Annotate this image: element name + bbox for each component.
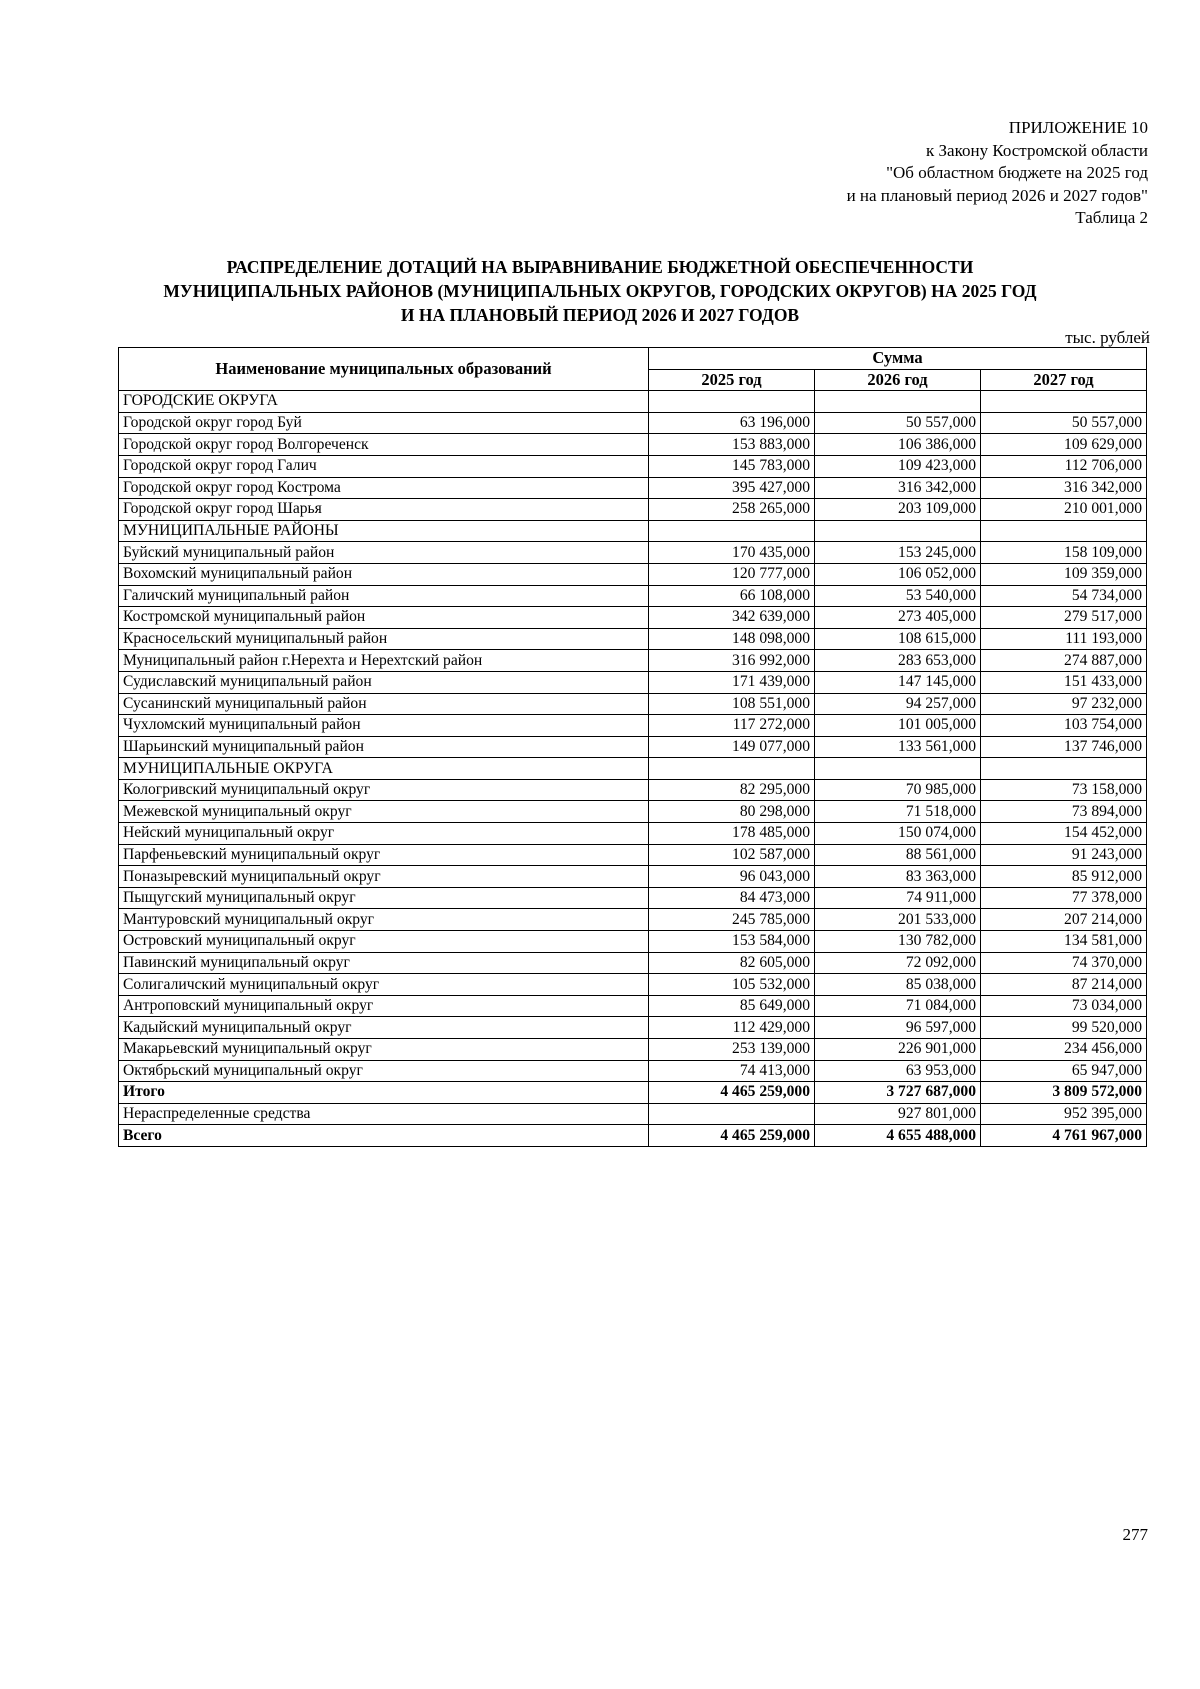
value-2027: 137 746,000 — [981, 736, 1147, 758]
value-2027: 210 001,000 — [981, 499, 1147, 521]
table-row — [119, 1060, 1147, 1082]
table-row — [119, 952, 1147, 974]
value-2025: 108 551,000 — [649, 693, 815, 715]
value-2025: 148 098,000 — [649, 628, 815, 650]
value-2026 — [815, 391, 981, 413]
value-2027: 158 109,000 — [981, 542, 1147, 564]
value-2026: 3 727 687,000 — [815, 1082, 981, 1104]
value-2027 — [981, 758, 1147, 780]
value-2027: 50 557,000 — [981, 412, 1147, 434]
row-name: Макарьевский муниципальный округ — [119, 1039, 649, 1061]
value-2026 — [815, 520, 981, 542]
row-name: Солигаличский муниципальный округ — [119, 974, 649, 996]
value-2027: 65 947,000 — [981, 1060, 1147, 1082]
value-2026: 53 540,000 — [815, 585, 981, 607]
table-row — [119, 866, 1147, 888]
value-2025: 80 298,000 — [649, 801, 815, 823]
value-2026: 71 084,000 — [815, 995, 981, 1017]
table-row — [119, 715, 1147, 737]
value-2025: 245 785,000 — [649, 909, 815, 931]
value-2027: 97 232,000 — [981, 693, 1147, 715]
row-name: Вохомский муниципальный район — [119, 563, 649, 585]
column-header-name: Наименование муниципальных образований — [119, 348, 649, 391]
value-2025: 153 584,000 — [649, 931, 815, 953]
value-2025: 102 587,000 — [649, 844, 815, 866]
title-line-2: МУНИЦИПАЛЬНЫХ РАЙОНОВ (МУНИЦИПАЛЬНЫХ ОКРУГОВ, ГОРОДСКИХ ОКРУГОВ) НА 2025 ГОД — [163, 281, 1037, 301]
value-2025: 120 777,000 — [649, 563, 815, 585]
table-row — [119, 412, 1147, 434]
value-2027: 87 214,000 — [981, 974, 1147, 996]
value-2027: 112 706,000 — [981, 455, 1147, 477]
value-2025: 153 883,000 — [649, 434, 815, 456]
value-2027: 154 452,000 — [981, 823, 1147, 845]
value-2025: 178 485,000 — [649, 823, 815, 845]
value-2025: 112 429,000 — [649, 1017, 815, 1039]
row-name: Пыщугский муниципальный округ — [119, 887, 649, 909]
row-name: Антроповский муниципальный округ — [119, 995, 649, 1017]
value-2026: 4 655 488,000 — [815, 1125, 981, 1147]
value-2025: 85 649,000 — [649, 995, 815, 1017]
value-2025: 74 413,000 — [649, 1060, 815, 1082]
table-row — [119, 823, 1147, 845]
value-2027: 109 359,000 — [981, 563, 1147, 585]
units-label: тыс. рублей — [1065, 328, 1150, 347]
table-row — [119, 974, 1147, 996]
table-body — [119, 391, 1147, 1147]
value-2025: 4 465 259,000 — [649, 1125, 815, 1147]
row-name: Нераспределенные средства — [119, 1103, 649, 1125]
row-name: Парфеньевский муниципальный округ — [119, 844, 649, 866]
table-row — [119, 887, 1147, 909]
table-row — [119, 758, 1147, 780]
row-name: МУНИЦИПАЛЬНЫЕ ОКРУГА — [119, 758, 649, 780]
row-name: Шарьинский муниципальный район — [119, 736, 649, 758]
value-2027: 73 034,000 — [981, 995, 1147, 1017]
value-2026: 108 615,000 — [815, 628, 981, 650]
value-2026: 101 005,000 — [815, 715, 981, 737]
value-2026: 96 597,000 — [815, 1017, 981, 1039]
value-2026: 50 557,000 — [815, 412, 981, 434]
table-row — [119, 1039, 1147, 1061]
value-2027: 274 887,000 — [981, 650, 1147, 672]
value-2025: 395 427,000 — [649, 477, 815, 499]
law-reference-line-3: и на плановый период 2026 и 2027 годов" — [846, 185, 1148, 205]
table-row — [119, 391, 1147, 413]
value-2027: 73 894,000 — [981, 801, 1147, 823]
row-name: Мантуровский муниципальный округ — [119, 909, 649, 931]
value-2025: 342 639,000 — [649, 607, 815, 629]
table-row — [119, 607, 1147, 629]
value-2026: 85 038,000 — [815, 974, 981, 996]
row-name: Нейский муниципальный округ — [119, 823, 649, 845]
value-2025: 316 992,000 — [649, 650, 815, 672]
row-name: Кадыйский муниципальный округ — [119, 1017, 649, 1039]
table-row — [119, 520, 1147, 542]
table-row — [119, 1082, 1147, 1104]
row-name: Буйский муниципальный район — [119, 542, 649, 564]
value-2026 — [815, 758, 981, 780]
value-2027: 134 581,000 — [981, 931, 1147, 953]
value-2026: 70 985,000 — [815, 779, 981, 801]
table-row — [119, 563, 1147, 585]
row-name: Красносельский муниципальный район — [119, 628, 649, 650]
value-2027 — [981, 391, 1147, 413]
value-2027: 103 754,000 — [981, 715, 1147, 737]
value-2025: 84 473,000 — [649, 887, 815, 909]
table-row — [119, 801, 1147, 823]
value-2025: 105 532,000 — [649, 974, 815, 996]
table-row — [119, 477, 1147, 499]
document-title — [100, 255, 1100, 327]
value-2027: 54 734,000 — [981, 585, 1147, 607]
table-row — [119, 693, 1147, 715]
row-name: Всего — [119, 1125, 649, 1147]
value-2026: 133 561,000 — [815, 736, 981, 758]
table-row — [119, 1103, 1147, 1125]
row-name: Костромской муниципальный район — [119, 607, 649, 629]
appendix-header — [847, 117, 1148, 230]
value-2027: 73 158,000 — [981, 779, 1147, 801]
row-name: Городской округ город Шарья — [119, 499, 649, 521]
value-2027: 279 517,000 — [981, 607, 1147, 629]
value-2025: 4 465 259,000 — [649, 1082, 815, 1104]
value-2025: 149 077,000 — [649, 736, 815, 758]
table-row — [119, 650, 1147, 672]
value-2027: 74 370,000 — [981, 952, 1147, 974]
value-2025: 66 108,000 — [649, 585, 815, 607]
table-row — [119, 434, 1147, 456]
value-2027: 151 433,000 — [981, 671, 1147, 693]
value-2025: 171 439,000 — [649, 671, 815, 693]
title-line-1: РАСПРЕДЕЛЕНИЕ ДОТАЦИЙ НА ВЫРАВНИВАНИЕ БЮДЖЕТНОЙ ОБЕСПЕЧЕННОСТИ — [226, 257, 974, 277]
row-name: Муниципальный район г.Нерехта и Нерехтский район — [119, 650, 649, 672]
row-name: Чухломский муниципальный район — [119, 715, 649, 737]
table-row — [119, 736, 1147, 758]
value-2026: 83 363,000 — [815, 866, 981, 888]
row-name: Межевской муниципальный округ — [119, 801, 649, 823]
row-name: Судиславский муниципальный район — [119, 671, 649, 693]
table-row — [119, 1125, 1147, 1147]
value-2027: 77 378,000 — [981, 887, 1147, 909]
value-2026: 927 801,000 — [815, 1103, 981, 1125]
value-2027: 952 395,000 — [981, 1103, 1147, 1125]
value-2027: 91 243,000 — [981, 844, 1147, 866]
row-name: ГОРОДСКИЕ ОКРУГА — [119, 391, 649, 413]
value-2027: 3 809 572,000 — [981, 1082, 1147, 1104]
row-name: Октябрьский муниципальный округ — [119, 1060, 649, 1082]
table-row — [119, 671, 1147, 693]
value-2025: 82 295,000 — [649, 779, 815, 801]
value-2025: 258 265,000 — [649, 499, 815, 521]
value-2027: 111 193,000 — [981, 628, 1147, 650]
table-row — [119, 844, 1147, 866]
table-row — [119, 585, 1147, 607]
value-2026: 147 145,000 — [815, 671, 981, 693]
row-name: Итого — [119, 1082, 649, 1104]
table-row — [119, 542, 1147, 564]
value-2027: 109 629,000 — [981, 434, 1147, 456]
table-row — [119, 909, 1147, 931]
row-name: Поназыревский муниципальный округ — [119, 866, 649, 888]
value-2025: 63 196,000 — [649, 412, 815, 434]
value-2026: 72 092,000 — [815, 952, 981, 974]
value-2026: 74 911,000 — [815, 887, 981, 909]
row-name: Павинский муниципальный округ — [119, 952, 649, 974]
value-2025: 145 783,000 — [649, 455, 815, 477]
value-2026: 88 561,000 — [815, 844, 981, 866]
value-2025: 253 139,000 — [649, 1039, 815, 1061]
table-row — [119, 1017, 1147, 1039]
value-2026: 130 782,000 — [815, 931, 981, 953]
value-2026: 226 901,000 — [815, 1039, 981, 1061]
row-name: Островский муниципальный округ — [119, 931, 649, 953]
value-2026: 106 386,000 — [815, 434, 981, 456]
column-header-2026: 2026 год — [815, 369, 981, 391]
value-2027: 316 342,000 — [981, 477, 1147, 499]
page-number: 277 — [1122, 1525, 1148, 1544]
value-2025: 82 605,000 — [649, 952, 815, 974]
table-label: Таблица 2 — [1075, 208, 1148, 228]
value-2027 — [981, 520, 1147, 542]
table-row — [119, 628, 1147, 650]
table-row — [119, 995, 1147, 1017]
table-row — [119, 499, 1147, 521]
row-name: Сусанинский муниципальный район — [119, 693, 649, 715]
row-name: Городской округ город Волгореченск — [119, 434, 649, 456]
appendix-number: ПРИЛОЖЕНИЕ 10 — [1008, 118, 1148, 137]
value-2025 — [649, 758, 815, 780]
value-2026: 153 245,000 — [815, 542, 981, 564]
title-line-3: И НА ПЛАНОВЫЙ ПЕРИОД 2026 И 2027 ГОДОВ — [400, 305, 800, 325]
column-header-sum: Сумма — [649, 348, 1147, 370]
value-2027: 207 214,000 — [981, 909, 1147, 931]
value-2027: 234 456,000 — [981, 1039, 1147, 1061]
value-2026: 150 074,000 — [815, 823, 981, 845]
row-name: Галичский муниципальный район — [119, 585, 649, 607]
value-2025: 96 043,000 — [649, 866, 815, 888]
value-2026: 203 109,000 — [815, 499, 981, 521]
row-name: Городской округ город Буй — [119, 412, 649, 434]
value-2025: 170 435,000 — [649, 542, 815, 564]
value-2026: 71 518,000 — [815, 801, 981, 823]
value-2027: 4 761 967,000 — [981, 1125, 1147, 1147]
row-name: Городской округ город Галич — [119, 455, 649, 477]
law-reference-line-1: к Закону Костромской области — [926, 140, 1148, 160]
value-2026: 109 423,000 — [815, 455, 981, 477]
law-reference-line-2: "Об областном бюджете на 2025 год — [886, 163, 1148, 183]
value-2026: 94 257,000 — [815, 693, 981, 715]
value-2026: 273 405,000 — [815, 607, 981, 629]
table-row — [119, 931, 1147, 953]
table-row — [119, 455, 1147, 477]
row-name: Кологривский муниципальный округ — [119, 779, 649, 801]
value-2025 — [649, 391, 815, 413]
column-header-2027: 2027 год — [981, 369, 1147, 391]
value-2026: 106 052,000 — [815, 563, 981, 585]
value-2025 — [649, 1103, 815, 1125]
budget-table — [118, 347, 1147, 1147]
table-row — [119, 779, 1147, 801]
value-2026: 201 533,000 — [815, 909, 981, 931]
value-2027: 99 520,000 — [981, 1017, 1147, 1039]
row-name: Городской округ город Кострома — [119, 477, 649, 499]
value-2026: 63 953,000 — [815, 1060, 981, 1082]
value-2027: 85 912,000 — [981, 866, 1147, 888]
row-name: МУНИЦИПАЛЬНЫЕ РАЙОНЫ — [119, 520, 649, 542]
value-2025: 117 272,000 — [649, 715, 815, 737]
value-2025 — [649, 520, 815, 542]
column-header-2025: 2025 год — [649, 369, 815, 391]
value-2026: 316 342,000 — [815, 477, 981, 499]
value-2026: 283 653,000 — [815, 650, 981, 672]
